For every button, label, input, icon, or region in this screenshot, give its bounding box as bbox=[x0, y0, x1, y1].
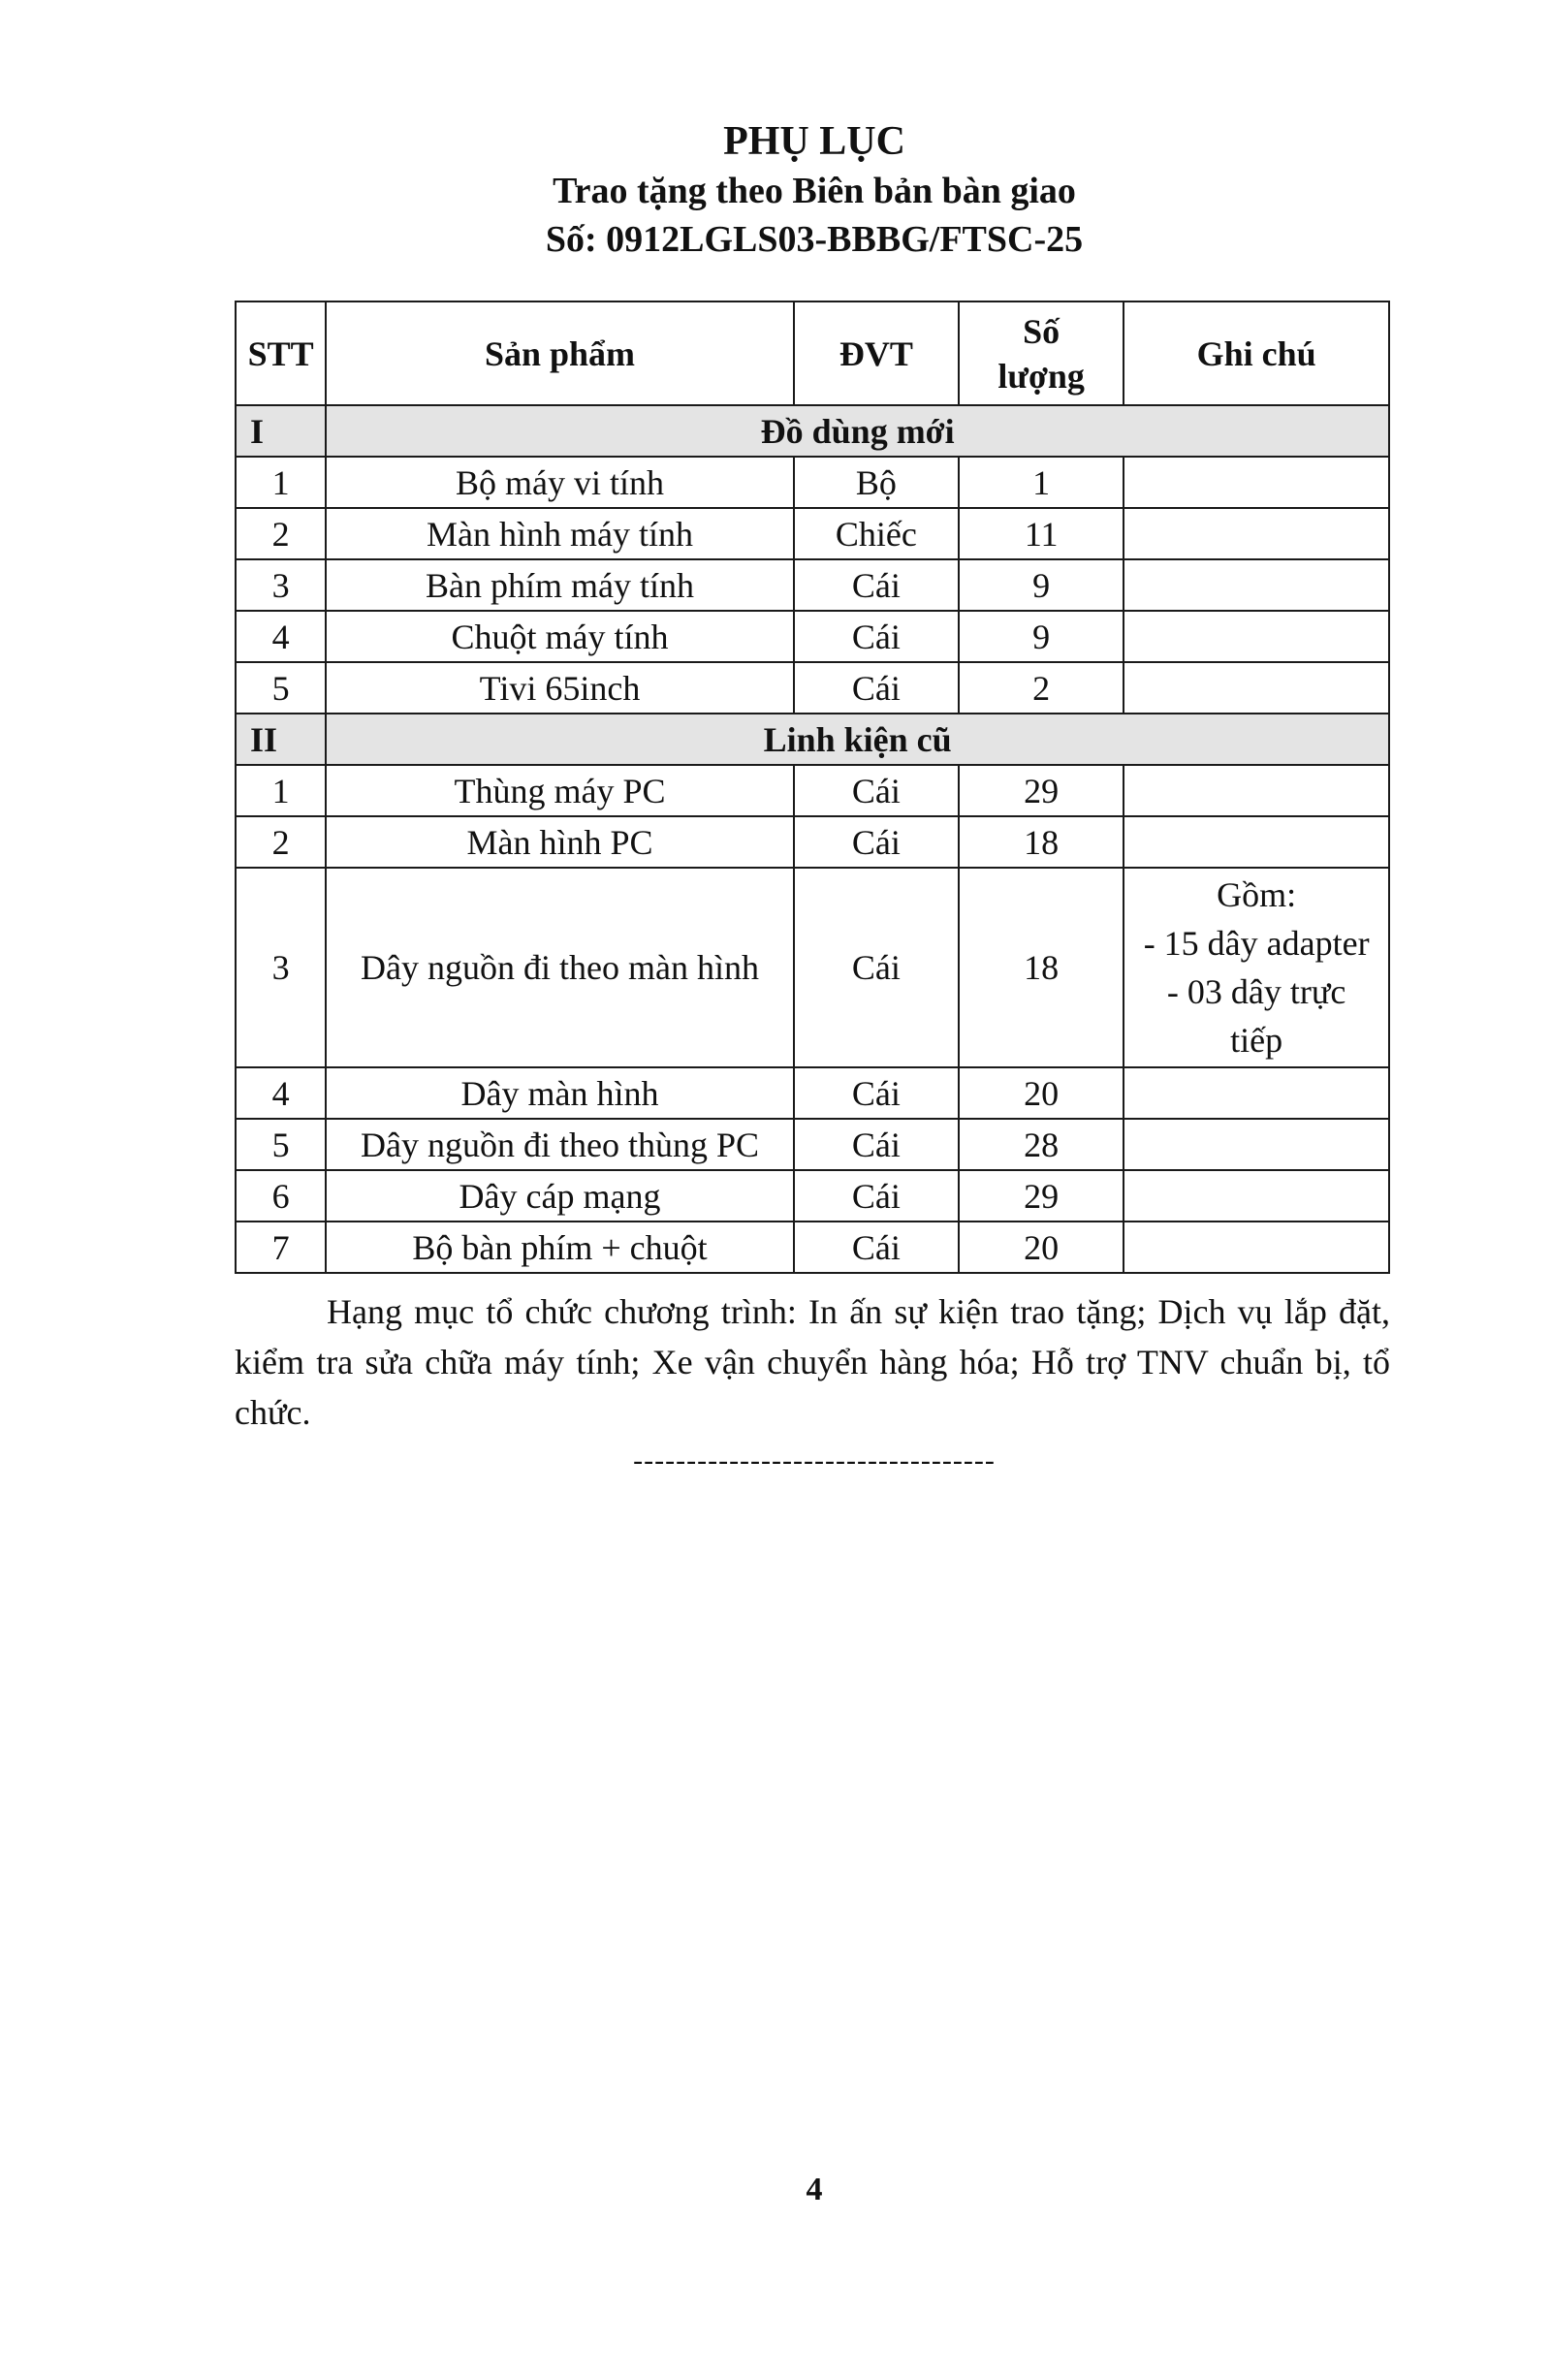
cell-note bbox=[1124, 1067, 1389, 1119]
table-row bbox=[236, 1222, 1389, 1273]
cell-note bbox=[1124, 1119, 1389, 1170]
cell-unit: Cái bbox=[794, 662, 959, 714]
cell-unit: Cái bbox=[794, 1222, 959, 1273]
cell-note bbox=[1124, 508, 1389, 559]
cell-product: Chuột máy tính bbox=[326, 611, 793, 662]
cell-note bbox=[1124, 868, 1389, 1067]
cell-quantity: 20 bbox=[959, 1222, 1124, 1273]
cell-stt: 3 bbox=[236, 559, 326, 611]
table-header-row bbox=[236, 301, 1389, 405]
group-title: Linh kiện cũ bbox=[326, 714, 1389, 765]
cell-note bbox=[1124, 611, 1389, 662]
cell-unit: Cái bbox=[794, 559, 959, 611]
header-note: Ghi chú bbox=[1124, 301, 1389, 405]
header-quantity bbox=[959, 301, 1124, 405]
group-title: Đồ dùng mới bbox=[326, 405, 1389, 457]
table-row bbox=[236, 868, 1389, 1067]
cell-note bbox=[1124, 816, 1389, 868]
cell-note bbox=[1124, 765, 1389, 816]
table-row bbox=[236, 457, 1389, 508]
cell-quantity: 1 bbox=[959, 457, 1124, 508]
document-number: Số: 0912LGLS03-BBBG/FTSC-25 bbox=[545, 219, 1084, 260]
cell-stt: 5 bbox=[236, 1119, 326, 1170]
appendix-table bbox=[235, 301, 1390, 1274]
group-row bbox=[236, 714, 1389, 765]
cell-quantity: 28 bbox=[959, 1119, 1124, 1170]
table-row bbox=[236, 1067, 1389, 1119]
cell-stt: 2 bbox=[236, 508, 326, 559]
cell-note bbox=[1124, 559, 1389, 611]
cell-product: Bộ bàn phím + chuột bbox=[326, 1222, 793, 1273]
title-block bbox=[0, 116, 1551, 264]
cell-unit: Chiếc bbox=[794, 508, 959, 559]
header-quantity-line1: Số bbox=[1023, 311, 1060, 351]
table-row bbox=[236, 559, 1389, 611]
group-number: I bbox=[236, 405, 326, 457]
note-line: - 15 dây adapter bbox=[1143, 924, 1370, 963]
header-product: Sản phẩm bbox=[326, 301, 793, 405]
cell-stt: 5 bbox=[236, 662, 326, 714]
cell-unit: Cái bbox=[794, 1067, 959, 1119]
table-row bbox=[236, 1119, 1389, 1170]
cell-quantity: 18 bbox=[959, 816, 1124, 868]
cell-stt: 2 bbox=[236, 816, 326, 868]
page-number: 4 bbox=[806, 2172, 823, 2207]
cell-stt: 3 bbox=[236, 868, 326, 1067]
cell-product: Dây cáp mạng bbox=[326, 1170, 793, 1222]
cell-note bbox=[1124, 662, 1389, 714]
cell-unit: Cái bbox=[794, 611, 959, 662]
cell-quantity: 18 bbox=[959, 868, 1124, 1067]
cell-unit: Cái bbox=[794, 765, 959, 816]
footer-paragraph: Hạng mục tổ chức chương trình: In ấn sự kiện trao tặng; Dịch vụ lắp đặt, kiểm tra sửa chữa máy tính; Xe vận chuyển hàng hóa; Hỗ trợ TNV chuẩn bị, tổ chức. bbox=[235, 1292, 1390, 1432]
cell-product: Bàn phím máy tính bbox=[326, 559, 793, 611]
cell-unit: Bộ bbox=[794, 457, 959, 508]
page-title: PHỤ LỤC bbox=[723, 119, 905, 164]
cell-note bbox=[1124, 457, 1389, 508]
table-row bbox=[236, 611, 1389, 662]
cell-unit: Cái bbox=[794, 868, 959, 1067]
group-row bbox=[236, 405, 1389, 457]
cell-stt: 7 bbox=[236, 1222, 326, 1273]
header-stt: STT bbox=[236, 301, 326, 405]
cell-quantity: 9 bbox=[959, 611, 1124, 662]
table-row bbox=[236, 1170, 1389, 1222]
cell-quantity: 9 bbox=[959, 559, 1124, 611]
table-row bbox=[236, 765, 1389, 816]
note-line: Gồm: bbox=[1217, 875, 1297, 914]
page-subtitle: Trao tặng theo Biên bản bàn giao bbox=[553, 171, 1076, 211]
table-row bbox=[236, 508, 1389, 559]
cell-stt: 4 bbox=[236, 1067, 326, 1119]
group-number: II bbox=[236, 714, 326, 765]
cell-product: Màn hình PC bbox=[326, 816, 793, 868]
cell-unit: Cái bbox=[794, 1170, 959, 1222]
cell-stt: 4 bbox=[236, 611, 326, 662]
cell-stt: 6 bbox=[236, 1170, 326, 1222]
header-quantity-line2: lượng bbox=[997, 356, 1085, 396]
table-row bbox=[236, 816, 1389, 868]
cell-quantity: 20 bbox=[959, 1067, 1124, 1119]
cell-unit: Cái bbox=[794, 816, 959, 868]
cell-product: Dây màn hình bbox=[326, 1067, 793, 1119]
cell-product: Dây nguồn đi theo màn hình bbox=[326, 868, 793, 1067]
cell-product: Dây nguồn đi theo thùng PC bbox=[326, 1119, 793, 1170]
cell-note bbox=[1124, 1170, 1389, 1222]
cell-quantity: 29 bbox=[959, 765, 1124, 816]
cell-quantity: 2 bbox=[959, 662, 1124, 714]
note-line: - 03 dây trực bbox=[1166, 972, 1346, 1011]
cell-product: Tivi 65inch bbox=[326, 662, 793, 714]
cell-quantity: 11 bbox=[959, 508, 1124, 559]
cell-stt: 1 bbox=[236, 457, 326, 508]
cell-quantity: 29 bbox=[959, 1170, 1124, 1222]
header-unit: ĐVT bbox=[794, 301, 959, 405]
separator-line: ---------------------------------- bbox=[633, 1444, 996, 1476]
cell-note bbox=[1124, 1222, 1389, 1273]
cell-stt: 1 bbox=[236, 765, 326, 816]
table-row bbox=[236, 662, 1389, 714]
cell-unit: Cái bbox=[794, 1119, 959, 1170]
note-line: tiếp bbox=[1230, 1021, 1283, 1060]
cell-product: Thùng máy PC bbox=[326, 765, 793, 816]
cell-product: Màn hình máy tính bbox=[326, 508, 793, 559]
cell-product: Bộ máy vi tính bbox=[326, 457, 793, 508]
